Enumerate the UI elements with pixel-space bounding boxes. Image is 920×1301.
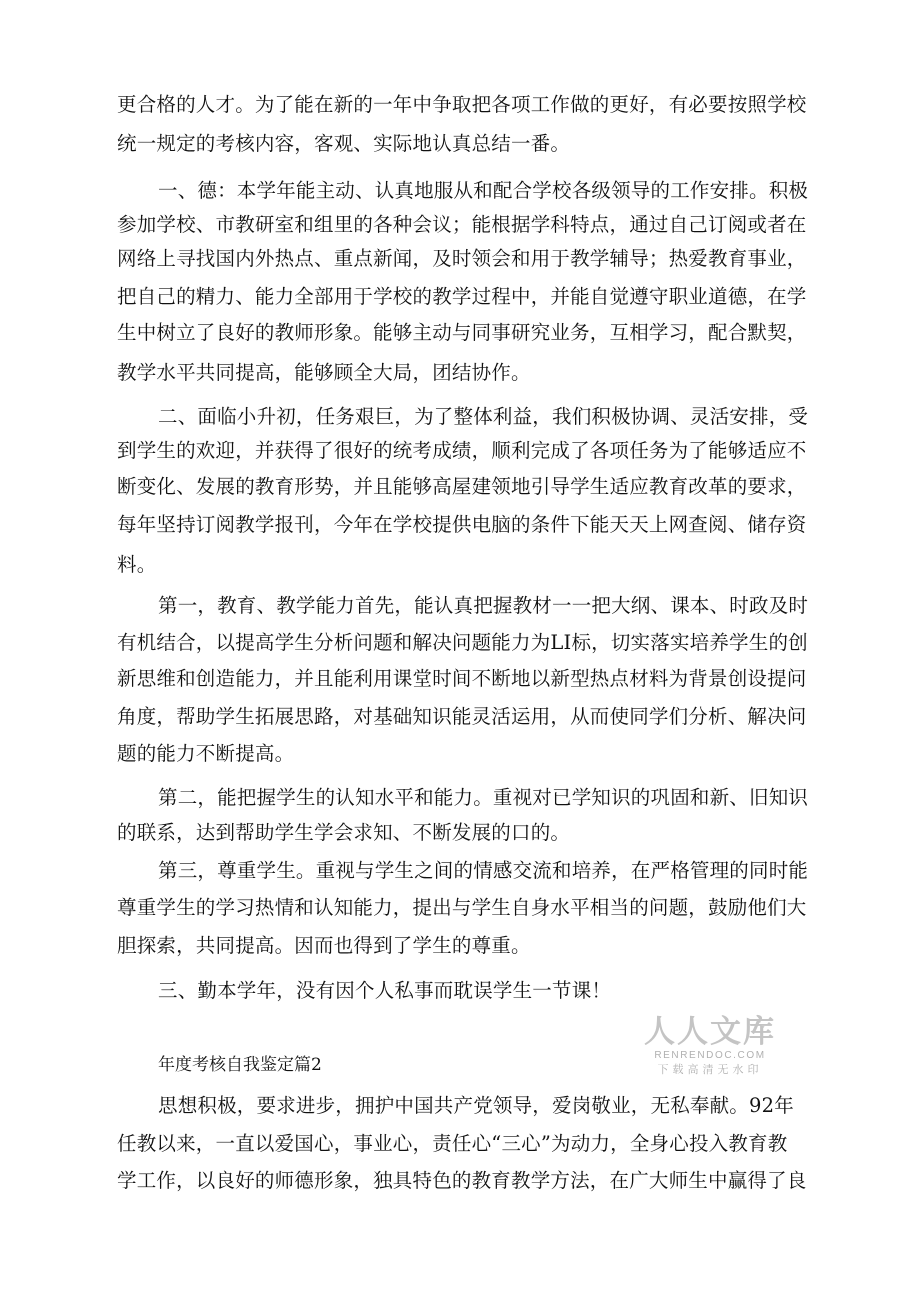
text-line: 第二，能把握学生的认知水平和能力。重视对已学知识的巩固和新、旧知识 [158,786,809,809]
text-line: 第一，教育、教学能力首先，能认真把握教材一一把大纲、课本、时政及时 [158,594,809,617]
text-line: 每年坚持订阅教学报刊，今年在学校提供电脑的条件下能天天上网查阅、储存资 [117,513,807,536]
text-line: 把自己的精力、能力全部用于学校的教学过程中，并能自觉遵守职业道德，在学 [117,285,807,308]
text-line: 任教以来，一直以爱国心，事业心，责任心“三心”为动力，全身心投入教育教 [117,1132,788,1155]
text-line: 统一规定的考核内容，客观、实际地认真总结一番。 [117,132,571,155]
text-line: 到学生的欢迎，并获得了很好的统考成绩，顺利完成了各项任务为了能够适应不 [117,439,807,462]
text-line: 有机结合，以提高学生分析问题和解决问题能力为LI标，切实落实培养学生的创 [117,631,808,654]
text-line: 学工作，以良好的师德形象，独具特色的教育教学方法，在广大师生中赢得了良 [117,1169,807,1192]
text-line: 第三，尊重学生。重视与学生之间的情感交流和培养，在严格管理的同时能 [158,859,809,882]
text-line: 料。 [117,553,157,576]
text-line: 教学水平共同提高，能够顾全大局，团结协作。 [117,361,531,384]
text-line: 题的能力不断提高。 [117,742,295,765]
text-line: 新思维和创造能力，并且能利用课堂时间不断地以新型热点材料为背景创设提问 [117,667,807,690]
text-line: 胆探索，共同提高。因而也得到了学生的尊重。 [117,934,531,957]
text-line: 角度，帮助学生拓展思路，对基础知识能灵活运用，从而使同学们分析、解决问 [117,705,807,728]
text-line: 更合格的人才。为了能在新的一年中争取把各项工作做的更好，有必要按照学校 [117,93,807,116]
text-line: 生中树立了良好的教师形象。能够主动与同事研究业务，互相学习，配合默契， [117,321,807,344]
watermark-logo [640,1014,780,1077]
text-line: 断变化、发展的教育形势，并且能够高屋建领地引导学生适应教育改革的要求， [117,475,807,498]
text-line: 的联系，达到帮助学生学会求知、不断发展的口的。 [117,821,571,844]
text-line: 尊重学生的学习热情和认知能力，提出与学生自身水平相当的问题，鼓励他们大 [117,896,807,919]
text-line: 参加学校、市教研室和组里的各种会议；能根据学科特点，通过自己订阅或者在 [117,213,807,236]
watermark-tagline: 下载高清无水印 [657,1063,763,1076]
text-line: 思想积极，要求进步，拥护中国共产党领导，爱岗敬业，无私奉献。92年 [158,1094,794,1117]
watermark-url: RENRENDOC.COM [654,1050,766,1061]
text-line: 二、面临小升初，任务艰巨，为了整体利益，我们积极协调、灵活安排，受 [158,405,809,428]
watermark-brand: 人人文库 [644,1014,776,1050]
section-heading: 年度考核自我鉴定篇2 [158,1055,322,1075]
text-line: 一、德：本学年能主动、认真地服从和配合学校各级领导的工作安排。积极 [158,179,809,202]
text-line: 三、勤本学年，没有因个人私事而耽误学生一节课！ [158,979,612,1002]
text-line: 网络上寻找国内外热点、重点新闻，及时领会和用于教学辅导；热爱教育事业， [117,247,807,270]
